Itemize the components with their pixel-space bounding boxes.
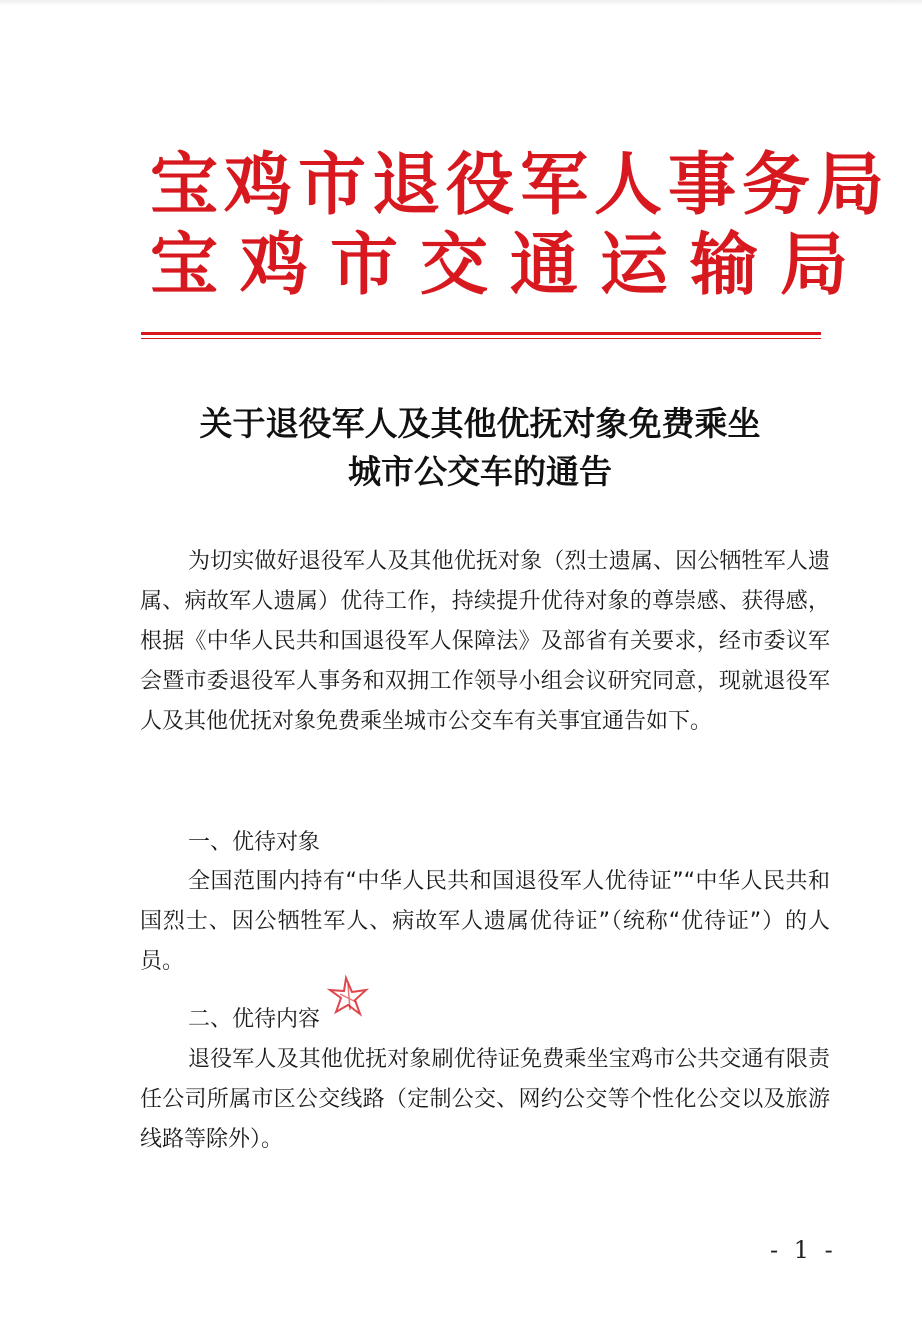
scan-edge — [0, 0, 922, 6]
page-number: - 1 - — [770, 1236, 837, 1264]
section-2-paragraph: 退役军人及其他优抚对象刷优待证免费乘坐宝鸡市公共交通有限责任公司所属市区公交线路（定制公交、网约公交等个性化公交以及旅游线路等除外）。 — [140, 1047, 830, 1152]
section-1-paragraph: 全国范围内持有“中华人民共和国退役军人优待证”“中华人民共和国烈士、因公牺牲军人、病故军人遗属优待证”（统称“优待证”）的人员。 — [140, 869, 830, 974]
document-title-line2: 城市公交车的通告 — [348, 452, 612, 491]
red-seal-fragment-icon — [326, 972, 374, 1020]
section-2-heading-wrap — [140, 1000, 830, 1040]
section-1-heading: 一、优待对象 — [188, 830, 321, 855]
document-title-line1: 关于退役军人及其他优抚对象免费乘坐 — [199, 404, 761, 443]
section-2-body — [140, 1040, 830, 1160]
intro-paragraph: 为切实做好退役军人及其他优抚对象（烈士遗属、因公牺牲军人遗属、病故军人遗属）优待工作，持续提升优待对象的尊崇感、获得感，根据《中华人民共和国退役军人保障法》及部省有关要求，经市委议军会暨市委退役军人事务和双拥工作领导小组会议研究同意，现就退役军人及其他优抚对象免费乘坐城市公交车有关事宜通告如下。 — [140, 549, 830, 734]
section-2-heading: 二、优待内容 — [188, 1007, 321, 1032]
section-1-body — [140, 862, 830, 982]
red-header-rule — [141, 332, 821, 335]
red-header-rule-thin — [141, 338, 821, 339]
issuer-line-transport-bureau: 宝鸡市交通运输局 — [150, 225, 871, 305]
intro-section — [140, 542, 830, 742]
section-1-heading-wrap — [140, 823, 830, 863]
issuer-line-veterans-bureau: 宝鸡市退役军人事务局 — [150, 145, 891, 225]
